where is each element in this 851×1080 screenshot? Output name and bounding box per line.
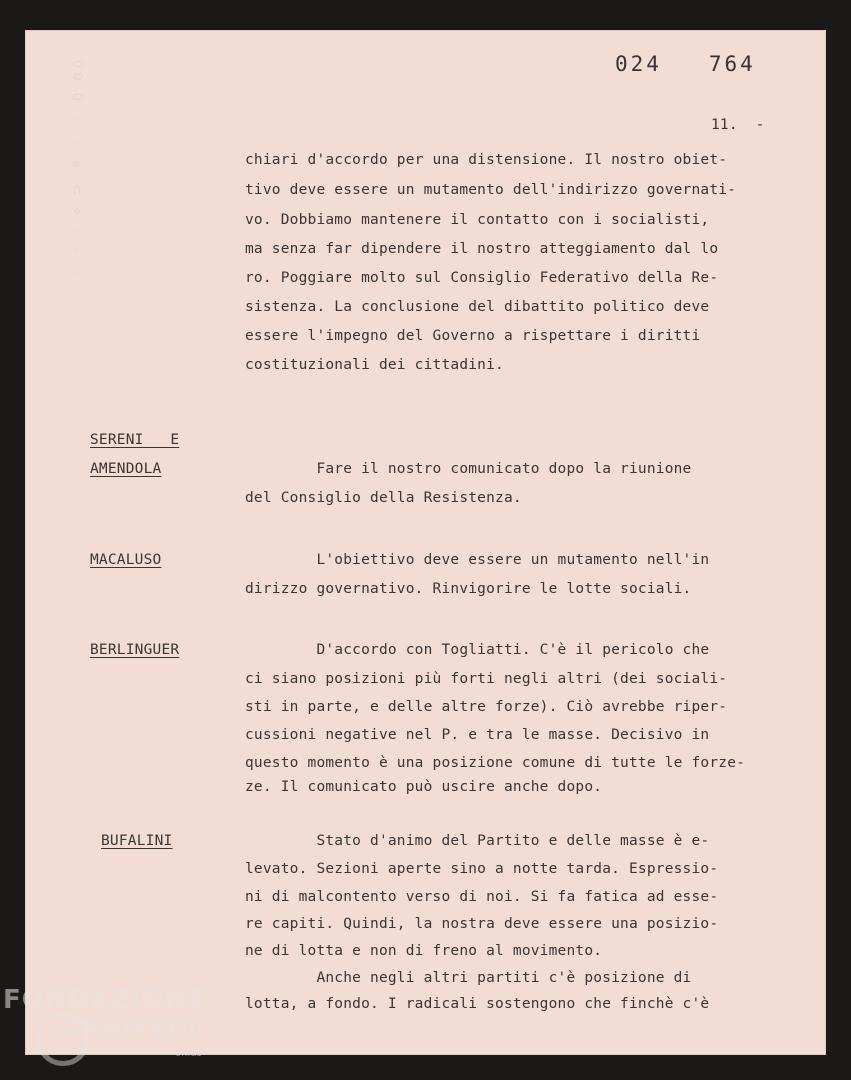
page-number: 11. - [711, 117, 765, 133]
section-2-line-2: dirizzo governativo. Rinvigorire le lotte sociali. [245, 581, 692, 597]
watermark-line-1: FONDAZIONE [3, 985, 207, 1015]
section-3-line-5: questo momento è una posizione comune di tutte le forze- [245, 755, 746, 771]
section-1-line-2: del Consiglio della Resistenza. [245, 490, 522, 506]
section-4-line-2: levato. Sezioni aperte sino a notte tarda. Espressio- [245, 861, 719, 877]
speaker-amendola: AMENDOLA [90, 461, 162, 477]
speaker-sereni: SERENI E [90, 432, 180, 448]
intro-line-7: essere l'impegno del Governo a rispettare i diritti [245, 328, 701, 344]
intro-line-5: ro. Poggiare molto sul Consiglio Federativo della Re- [245, 270, 719, 286]
section-4-line-6: Anche negli altri partiti c'è posizione di [245, 970, 692, 986]
section-4-line-3: ni di malcontento verso di noi. Si fa fatica ad esse- [245, 889, 719, 905]
section-4-line-1: Stato d'animo del Partito e delle masse è e- [245, 833, 710, 849]
section-3-line-6: ze. Il comunicato può uscire anche dopo. [245, 779, 603, 795]
section-4-line-7: lotta, a fondo. I radicali sostengono che finchè c'è [245, 996, 710, 1012]
intro-line-2: tivo deve essere un mutamento dell'indirizzo governati- [245, 182, 737, 198]
section-3-line-4: cussioni negative nel P. e tra le masse. Decisivo in [245, 727, 710, 743]
speaker-bufalini: BUFALINI [101, 833, 173, 849]
section-3-line-2: ci siano posizioni più forti negli altri (dei sociali- [245, 671, 728, 687]
intro-line-3: vo. Dobbiamo mantenere il contatto con i socialisti, [245, 212, 710, 228]
speaker-berlinguer: BERLINGUER [90, 642, 180, 658]
watermark-line-3: onlus [175, 1048, 202, 1059]
intro-line-6: sistenza. La conclusione del dibattito politico deve [245, 299, 710, 315]
document-number: 024 764 [615, 52, 756, 76]
speaker-macaluso: MACALUSO [90, 552, 162, 568]
binding-marks: 00 0 ◦ - ∞ ⊂ ⋄ - ◦ - [69, 60, 84, 281]
watermark-line-2: GRAMSCI [60, 1015, 199, 1043]
section-3-line-3: sti in parte, e delle altre forze). Ciò avrebbe riper- [245, 699, 728, 715]
section-4-line-4: re capiti. Quindi, la nostra deve essere una posizio- [245, 916, 719, 932]
intro-line-4: ma senza far dipendere il nostro atteggiamento dal lo [245, 241, 719, 257]
intro-line-8: costituzionali dei cittadini. [245, 357, 504, 373]
section-3-line-1: D'accordo con Togliatti. C'è il pericolo che [245, 642, 710, 658]
section-4-line-5: ne di lotta e non di freno al movimento. [245, 943, 603, 959]
section-1-line-1: Fare il nostro comunicato dopo la riunione [245, 461, 692, 477]
section-2-line-1: L'obiettivo deve essere un mutamento nell'in [245, 552, 710, 568]
intro-line-1: chiari d'accordo per una distensione. Il nostro obiet- [245, 152, 728, 168]
